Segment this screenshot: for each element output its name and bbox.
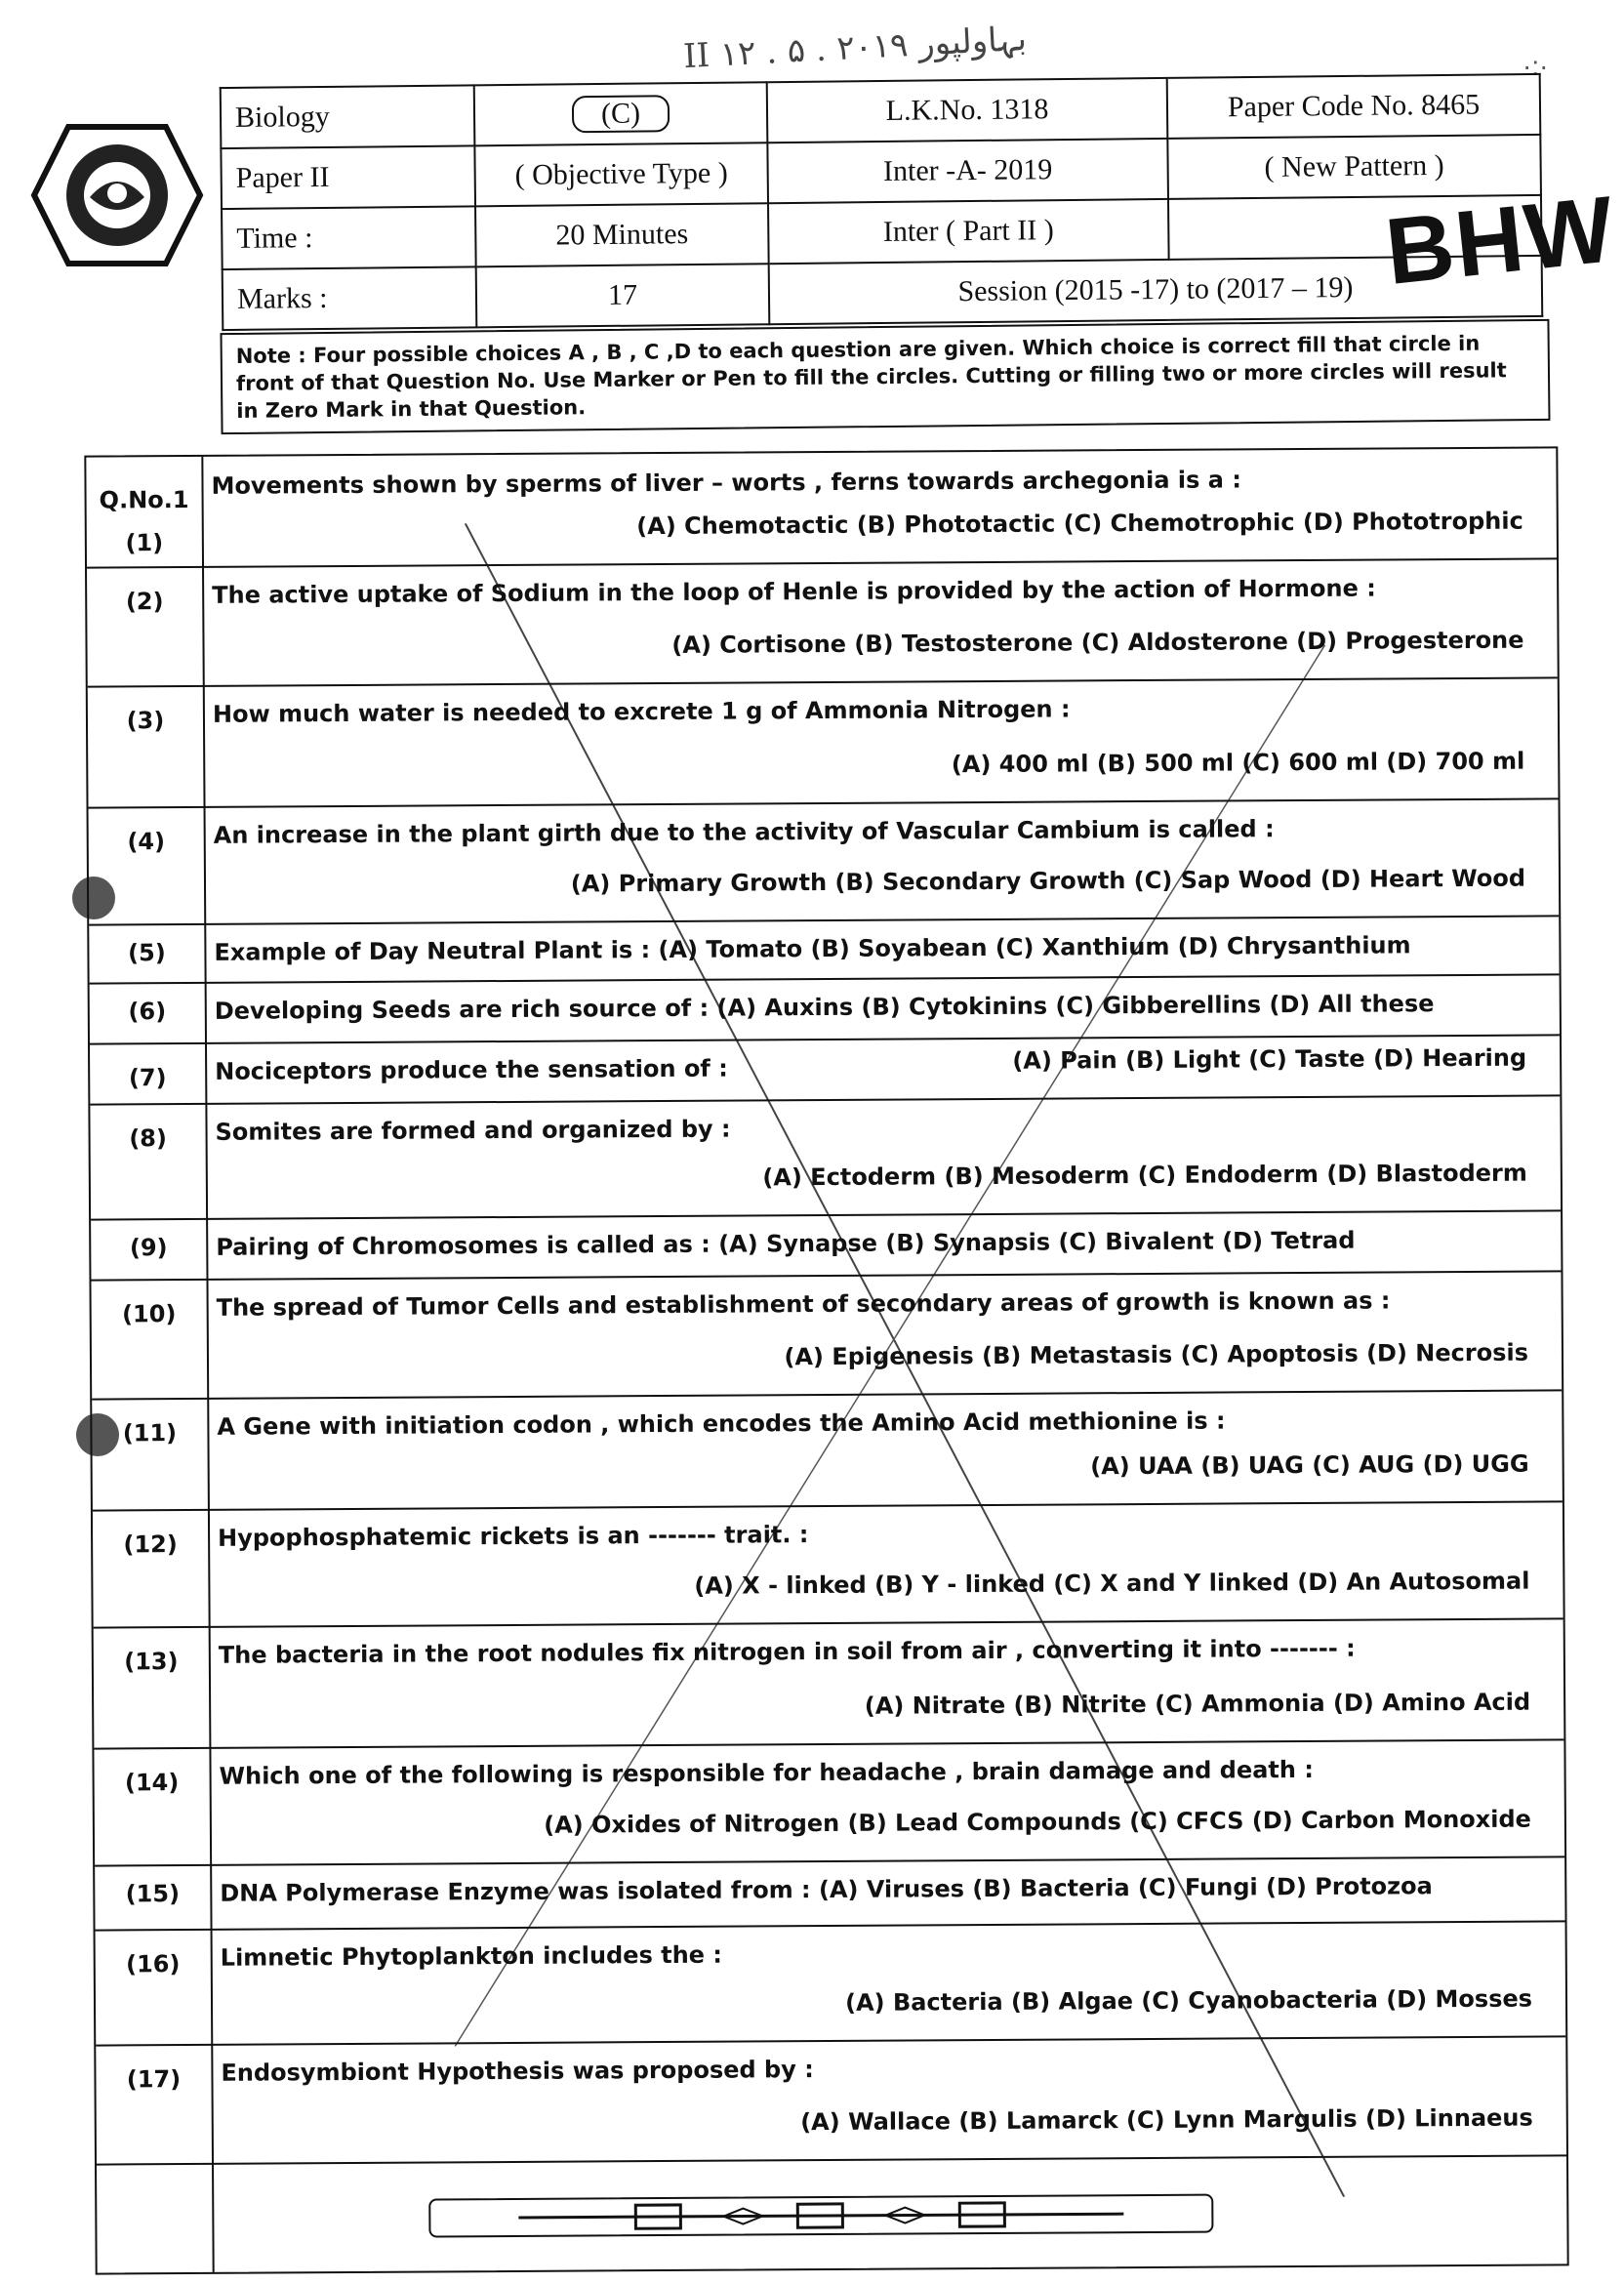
answer-options: (A) UAA (B) UAG (C) AUG (D) UGG [1090, 1449, 1529, 1481]
paper-code-letter: (C) [474, 82, 768, 145]
question-text: DNA Polymerase Enzyme was isolated from : (A) Viruses (B) Bacteria (C) Fungi (D) Protozoa [220, 1872, 1433, 1907]
pattern: ( New Pattern ) [1167, 135, 1541, 199]
answer-options: (A) Cortisone (B) Testosterone (C) Aldosterone (D) Progesterone [671, 626, 1524, 659]
question-number: (6) [128, 998, 167, 1026]
question-number: (16) [126, 1950, 181, 1978]
board-logo-icon [29, 107, 205, 283]
question-number: (7) [128, 1064, 167, 1092]
question-number: (15) [125, 1880, 181, 1908]
question-number: (8) [129, 1124, 167, 1153]
paper-header-table [220, 73, 1544, 331]
question-text: Movements shown by sperms of liver – worts , ferns towards archegonia is a : [211, 466, 1241, 500]
answer-options: (A) Chemotactic (B) Phototactic (C) Chemotrophic (D) Phototrophic [636, 507, 1523, 541]
exam-name: Inter -A- 2019 [767, 139, 1168, 203]
question-number: (17) [126, 2065, 182, 2094]
question-number: (10) [121, 1300, 177, 1328]
answer-options: (A) 400 ml (B) 500 ml (C) 600 ml (D) 700 ml [951, 747, 1525, 779]
lk-number: L.K.No. 1318 [767, 78, 1168, 143]
question-text: Somites are formed and organized by : [215, 1115, 731, 1146]
question-number: (2) [125, 588, 164, 616]
question-text: A Gene with initiation codon , which encodes the Amino Acid methionine is : [217, 1407, 1226, 1441]
question-text: How much water is needed to excrete 1 g of Ammonia Nitrogen : [212, 695, 1071, 728]
question-number: (12) [123, 1530, 178, 1559]
answer-options: (A) Ectoderm (B) Mesoderm (C) Endoderm (D) Blastoderm [762, 1159, 1527, 1192]
question-text: Example of Day Neutral Plant is : (A) Tomato (B) Soyabean (C) Xanthium (D) Chrysanthium [214, 931, 1411, 966]
questions-table [84, 446, 1568, 2274]
instructions-note: Note : Four possible choices A , B , C ,D to each question are given. Which choice is correct fill that circle in front of that Question No. Use Marker or Pen to fill the circles. Cutting or filling two or more circles will result in Zero Mark in that Question. [220, 319, 1550, 434]
answer-options: (A) Wallace (B) Lamarck (C) Lynn Margulis (D) Linnaeus [800, 2103, 1533, 2137]
scribble-marks: ·:· [1522, 51, 1549, 81]
question-text: Endosymbiont Hypothesis was proposed by : [221, 2056, 814, 2087]
question-number: (1) [125, 529, 164, 557]
marks-value: 17 [476, 264, 770, 327]
question-text: Nociceptors produce the sensation of : [215, 1054, 728, 1085]
subject: Biology [221, 85, 475, 148]
question-text: Developing Seeds are rich source of : (A) Auxins (B) Cytokinins (C) Gibberellins (D) All these [214, 990, 1435, 1025]
question-text: The bacteria in the root nodules fix nitrogen in soil from air , converting it into ------- : [218, 1634, 1356, 1669]
question-text: The active uptake of Sodium in the loop of Henle is provided by the action of Hormone : [212, 574, 1376, 609]
paper-code-number: Paper Code No. 8465 [1167, 74, 1541, 139]
answer-options: (A) Oxides of Nitrogen (B) Lead Compounds (C) CFCS (D) Carbon Monoxide [544, 1805, 1531, 1839]
question-number: (11) [122, 1419, 178, 1448]
marks-label: Marks : [223, 266, 477, 330]
session: Session (2015 -17) to (2017 – 19) [769, 256, 1543, 324]
question-text: Pairing of Chromosomes is called as : (A) Synapse (B) Synapsis (C) Bivalent (D) Tetrad [216, 1226, 1356, 1261]
question-text: Which one of the following is responsible for headache , brain damage and death : [219, 1755, 1314, 1790]
question-number: (4) [127, 828, 166, 856]
question-number: (9) [129, 1234, 168, 1262]
answer-options: (A) Bacteria (B) Algae (C) Cyanobacteria (D) Mosses [844, 1984, 1533, 2017]
question-text: The spread of Tumor Cells and establishment of secondary areas of growth is known as : [216, 1286, 1391, 1322]
question-number: (14) [124, 1769, 180, 1797]
exam-part: Inter ( Part II ) [768, 199, 1169, 264]
handwritten-board-note: BHW [1380, 176, 1621, 306]
handwritten-date-note: II بہاولپور ۲۰۱۹ . ۵ . ۱۲ [682, 19, 1028, 77]
time-label: Time : [222, 206, 476, 269]
answer-options: (A) X - linked (B) Y - linked (C) X and Y linked (D) An Autosomal [694, 1567, 1530, 1600]
time-value: 20 Minutes [475, 203, 769, 266]
paper-type: ( Objective Type ) [474, 143, 768, 206]
answer-options: (A) Pain (B) Light (C) Taste (D) Hearing [1012, 1043, 1527, 1075]
question-number: (3) [126, 707, 165, 735]
decorative-border-ornament [428, 2194, 1213, 2238]
answer-options: (A) Epigenesis (B) Metastasis (C) Apoptosis (D) Necrosis [784, 1338, 1529, 1371]
answer-options: (A) Nitrate (B) Nitrite (C) Ammonia (D) Amino Acid [864, 1688, 1531, 1720]
question-text: Hypophosphatemic rickets is an ------- trait. : [218, 1521, 809, 1552]
empty-cell [1168, 195, 1542, 260]
question-text: An increase in the plant girth due to the activity of Vascular Cambium is called : [213, 815, 1275, 849]
question-number: (5) [128, 939, 166, 967]
answer-options: (A) Primary Growth (B) Secondary Growth (C) Sap Wood (D) Heart Wood [570, 864, 1526, 898]
question-number: (13) [124, 1648, 179, 1676]
paper-number: Paper II [221, 145, 475, 209]
question-text: Limnetic Phytoplankton includes the : [220, 1940, 723, 1972]
question-group-label: Q.No.1 [99, 485, 189, 514]
